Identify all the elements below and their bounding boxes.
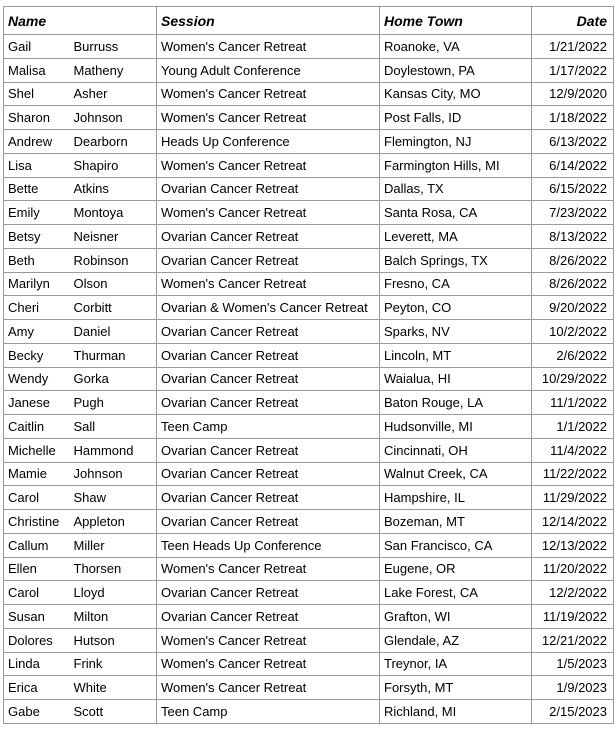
session-cell: Ovarian Cancer Retreat [157, 225, 380, 249]
table-header-row [4, 7, 614, 35]
first-name-cell: Ellen [4, 557, 70, 581]
last-name-cell: Thorsen [70, 557, 157, 581]
date-cell: 1/18/2022 [532, 106, 614, 130]
table-row [4, 415, 614, 439]
header-session: Session [157, 7, 380, 35]
table-row [4, 201, 614, 225]
table-row [4, 581, 614, 605]
home-town-cell: Peyton, CO [380, 296, 532, 320]
home-town-cell: Treynor, IA [380, 652, 532, 676]
session-cell: Women's Cancer Retreat [157, 676, 380, 700]
session-cell: Women's Cancer Retreat [157, 652, 380, 676]
table-row [4, 438, 614, 462]
table-row [4, 533, 614, 557]
session-cell: Ovarian Cancer Retreat [157, 391, 380, 415]
home-town-cell: Lincoln, MT [380, 343, 532, 367]
session-cell: Ovarian Cancer Retreat [157, 177, 380, 201]
session-cell: Ovarian Cancer Retreat [157, 605, 380, 629]
table-row [4, 296, 614, 320]
home-town-cell: Roanoke, VA [380, 35, 532, 59]
last-name-cell: Matheny [70, 58, 157, 82]
session-cell: Teen Camp [157, 700, 380, 724]
date-cell: 8/26/2022 [532, 248, 614, 272]
table-row [4, 106, 614, 130]
table-row [4, 676, 614, 700]
table-row [4, 557, 614, 581]
table-row [4, 58, 614, 82]
first-name-cell: Linda [4, 652, 70, 676]
last-name-cell: Lloyd [70, 581, 157, 605]
session-cell: Teen Heads Up Conference [157, 533, 380, 557]
session-cell: Women's Cancer Retreat [157, 272, 380, 296]
last-name-cell: Johnson [70, 106, 157, 130]
last-name-cell: Dearborn [70, 130, 157, 154]
first-name-cell: Becky [4, 343, 70, 367]
last-name-cell: Atkins [70, 177, 157, 201]
last-name-cell: Montoya [70, 201, 157, 225]
first-name-cell: Gabe [4, 700, 70, 724]
last-name-cell: Hutson [70, 628, 157, 652]
date-cell: 1/5/2023 [532, 652, 614, 676]
date-cell: 11/4/2022 [532, 438, 614, 462]
home-town-cell: Fresno, CA [380, 272, 532, 296]
home-town-cell: Baton Rouge, LA [380, 391, 532, 415]
date-cell: 1/9/2023 [532, 676, 614, 700]
last-name-cell: Pugh [70, 391, 157, 415]
session-cell: Ovarian Cancer Retreat [157, 320, 380, 344]
date-cell: 1/1/2022 [532, 415, 614, 439]
table-row [4, 367, 614, 391]
last-name-cell: Sall [70, 415, 157, 439]
header-name: Name [4, 7, 157, 35]
session-cell: Women's Cancer Retreat [157, 106, 380, 130]
last-name-cell: Johnson [70, 462, 157, 486]
first-name-cell: Wendy [4, 367, 70, 391]
first-name-cell: Bette [4, 177, 70, 201]
first-name-cell: Gail [4, 35, 70, 59]
last-name-cell: Hammond [70, 438, 157, 462]
last-name-cell: Corbitt [70, 296, 157, 320]
first-name-cell: Marilyn [4, 272, 70, 296]
session-cell: Ovarian Cancer Retreat [157, 343, 380, 367]
table-row [4, 320, 614, 344]
date-cell: 10/29/2022 [532, 367, 614, 391]
session-cell: Women's Cancer Retreat [157, 201, 380, 225]
first-name-cell: Amy [4, 320, 70, 344]
table-row [4, 486, 614, 510]
first-name-cell: Mamie [4, 462, 70, 486]
last-name-cell: Asher [70, 82, 157, 106]
home-town-cell: Post Falls, ID [380, 106, 532, 130]
table-row [4, 391, 614, 415]
first-name-cell: Caitlin [4, 415, 70, 439]
home-town-cell: San Francisco, CA [380, 533, 532, 557]
session-cell: Ovarian Cancer Retreat [157, 438, 380, 462]
date-cell: 11/29/2022 [532, 486, 614, 510]
first-name-cell: Carol [4, 581, 70, 605]
last-name-cell: Miller [70, 533, 157, 557]
last-name-cell: Scott [70, 700, 157, 724]
date-cell: 2/15/2023 [532, 700, 614, 724]
last-name-cell: Gorka [70, 367, 157, 391]
date-cell: 8/26/2022 [532, 272, 614, 296]
last-name-cell: Shapiro [70, 153, 157, 177]
last-name-cell: Shaw [70, 486, 157, 510]
home-town-cell: Santa Rosa, CA [380, 201, 532, 225]
table-row [4, 153, 614, 177]
first-name-cell: Lisa [4, 153, 70, 177]
first-name-cell: Erica [4, 676, 70, 700]
date-cell: 11/19/2022 [532, 605, 614, 629]
session-cell: Ovarian Cancer Retreat [157, 581, 380, 605]
session-cell: Ovarian Cancer Retreat [157, 462, 380, 486]
table-row [4, 605, 614, 629]
date-cell: 12/13/2022 [532, 533, 614, 557]
home-town-cell: Flemington, NJ [380, 130, 532, 154]
table-row [4, 248, 614, 272]
session-cell: Heads Up Conference [157, 130, 380, 154]
session-cell: Ovarian Cancer Retreat [157, 510, 380, 534]
table-row [4, 177, 614, 201]
date-cell: 6/15/2022 [532, 177, 614, 201]
date-cell: 9/20/2022 [532, 296, 614, 320]
first-name-cell: Carol [4, 486, 70, 510]
first-name-cell: Cheri [4, 296, 70, 320]
home-town-cell: Grafton, WI [380, 605, 532, 629]
date-cell: 7/23/2022 [532, 201, 614, 225]
table-row [4, 628, 614, 652]
session-cell: Women's Cancer Retreat [157, 35, 380, 59]
date-cell: 11/20/2022 [532, 557, 614, 581]
attendee-table [3, 6, 614, 724]
home-town-cell: Eugene, OR [380, 557, 532, 581]
first-name-cell: Callum [4, 533, 70, 557]
date-cell: 11/1/2022 [532, 391, 614, 415]
first-name-cell: Sharon [4, 106, 70, 130]
home-town-cell: Sparks, NV [380, 320, 532, 344]
home-town-cell: Forsyth, MT [380, 676, 532, 700]
header-date: Date [532, 7, 614, 35]
home-town-cell: Bozeman, MT [380, 510, 532, 534]
first-name-cell: Andrew [4, 130, 70, 154]
last-name-cell: Olson [70, 272, 157, 296]
last-name-cell: Appleton [70, 510, 157, 534]
session-cell: Ovarian & Women's Cancer Retreat [157, 296, 380, 320]
first-name-cell: Christine [4, 510, 70, 534]
last-name-cell: Daniel [70, 320, 157, 344]
home-town-cell: Glendale, AZ [380, 628, 532, 652]
session-cell: Women's Cancer Retreat [157, 153, 380, 177]
table-body [4, 35, 614, 724]
home-town-cell: Waialua, HI [380, 367, 532, 391]
date-cell: 10/2/2022 [532, 320, 614, 344]
date-cell: 1/17/2022 [532, 58, 614, 82]
session-cell: Women's Cancer Retreat [157, 82, 380, 106]
home-town-cell: Balch Springs, TX [380, 248, 532, 272]
session-cell: Ovarian Cancer Retreat [157, 486, 380, 510]
table-row [4, 700, 614, 724]
last-name-cell: Frink [70, 652, 157, 676]
home-town-cell: Kansas City, MO [380, 82, 532, 106]
table-row [4, 35, 614, 59]
session-cell: Women's Cancer Retreat [157, 628, 380, 652]
home-town-cell: Leverett, MA [380, 225, 532, 249]
date-cell: 12/2/2022 [532, 581, 614, 605]
home-town-cell: Dallas, TX [380, 177, 532, 201]
date-cell: 12/14/2022 [532, 510, 614, 534]
first-name-cell: Emily [4, 201, 70, 225]
first-name-cell: Beth [4, 248, 70, 272]
first-name-cell: Janese [4, 391, 70, 415]
home-town-cell: Farmington Hills, MI [380, 153, 532, 177]
home-town-cell: Cincinnati, OH [380, 438, 532, 462]
table-row [4, 343, 614, 367]
first-name-cell: Betsy [4, 225, 70, 249]
home-town-cell: Doylestown, PA [380, 58, 532, 82]
first-name-cell: Michelle [4, 438, 70, 462]
date-cell: 2/6/2022 [532, 343, 614, 367]
first-name-cell: Susan [4, 605, 70, 629]
session-cell: Young Adult Conference [157, 58, 380, 82]
date-cell: 6/13/2022 [532, 130, 614, 154]
last-name-cell: Robinson [70, 248, 157, 272]
session-cell: Teen Camp [157, 415, 380, 439]
home-town-cell: Walnut Creek, CA [380, 462, 532, 486]
session-cell: Ovarian Cancer Retreat [157, 367, 380, 391]
last-name-cell: Thurman [70, 343, 157, 367]
table-row [4, 225, 614, 249]
first-name-cell: Shel [4, 82, 70, 106]
last-name-cell: White [70, 676, 157, 700]
home-town-cell: Hudsonville, MI [380, 415, 532, 439]
session-cell: Women's Cancer Retreat [157, 557, 380, 581]
header-home-town: Home Town [380, 7, 532, 35]
table-row [4, 82, 614, 106]
first-name-cell: Malisa [4, 58, 70, 82]
date-cell: 12/21/2022 [532, 628, 614, 652]
date-cell: 8/13/2022 [532, 225, 614, 249]
date-cell: 11/22/2022 [532, 462, 614, 486]
table-row [4, 462, 614, 486]
home-town-cell: Lake Forest, CA [380, 581, 532, 605]
date-cell: 1/21/2022 [532, 35, 614, 59]
table-row [4, 272, 614, 296]
table-row [4, 510, 614, 534]
table-row [4, 652, 614, 676]
home-town-cell: Richland, MI [380, 700, 532, 724]
first-name-cell: Dolores [4, 628, 70, 652]
home-town-cell: Hampshire, IL [380, 486, 532, 510]
date-cell: 6/14/2022 [532, 153, 614, 177]
last-name-cell: Neisner [70, 225, 157, 249]
last-name-cell: Milton [70, 605, 157, 629]
table-row [4, 130, 614, 154]
date-cell: 12/9/2020 [532, 82, 614, 106]
last-name-cell: Burruss [70, 35, 157, 59]
session-cell: Ovarian Cancer Retreat [157, 248, 380, 272]
